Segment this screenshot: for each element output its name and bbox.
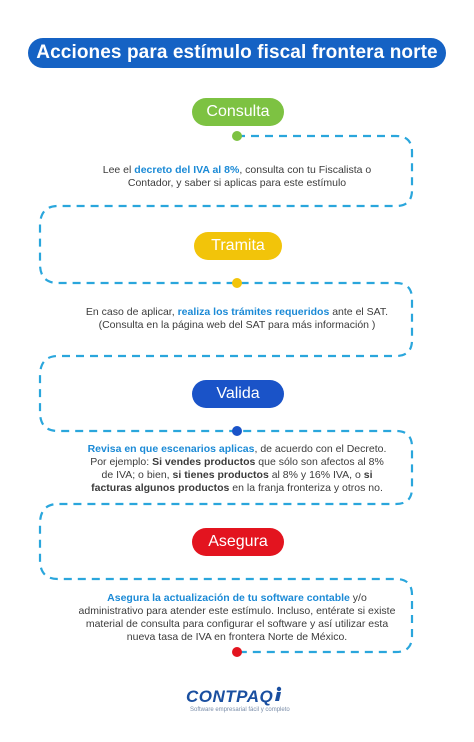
text-segment: Asegura la actualización de tu software contable [107,592,350,604]
text-segment: si facturas algunos productos [91,469,373,494]
step-consulta-dot [232,131,242,141]
text-segment: si tienes productos [172,469,269,481]
text-segment: al 8% y 16% IVA, o [268,469,364,481]
contpaqi-logo [186,686,292,714]
logo-i-icon [273,686,283,706]
text-segment: Lee el [102,164,135,176]
step-consulta-text [80,164,394,190]
text-segment: Revisa en que escenarios aplicas [87,443,255,455]
text-segment: , de acuerdo con el Decreto. Por ejemplo: [90,443,387,468]
text-segment: En caso de aplicar, [85,306,178,318]
text-segment: que sólo son afectos al 8% de IVA; o bien, [101,456,384,481]
step-valida-dot [232,426,242,436]
text-segment: ante el SAT. (Consulta en la página web del SAT para más información ) [98,306,389,331]
logo-tagline: Software empresarial fácil y completo [190,707,290,713]
step-asegura-text [74,592,400,644]
text-segment: Si vendes productos [152,456,256,468]
text-segment: y/o administrativo para atender este estímulo. Incluso, entérate si existe material de consulta para configurar el software y así utilizar esta nueva tasa de IVA en frontera Norte de México. [78,592,396,643]
step-tramita-dot [232,278,242,288]
page-title: Acciones para estímulo fiscal frontera norte [28,38,446,68]
step-asegura-label: Asegura [192,528,284,556]
step-asegura-dot [232,647,242,657]
text-segment: en la franja fronteriza y otros no. [229,482,383,494]
step-consulta-label: Consulta [192,98,284,126]
text-segment: realiza los trámites requeridos [177,306,330,318]
step-valida-text [84,443,390,495]
step-valida-label: Valida [192,380,284,408]
text-segment: decreto del IVA al 8% [134,164,240,176]
step-tramita-label: Tramita [194,232,282,260]
step-tramita-text [84,306,390,332]
logo-wordmark: CONTPAQ [186,687,274,706]
text-segment: , consulta con tu Fiscalista o Contador, y saber si aplicas para este estímulo [127,164,372,189]
